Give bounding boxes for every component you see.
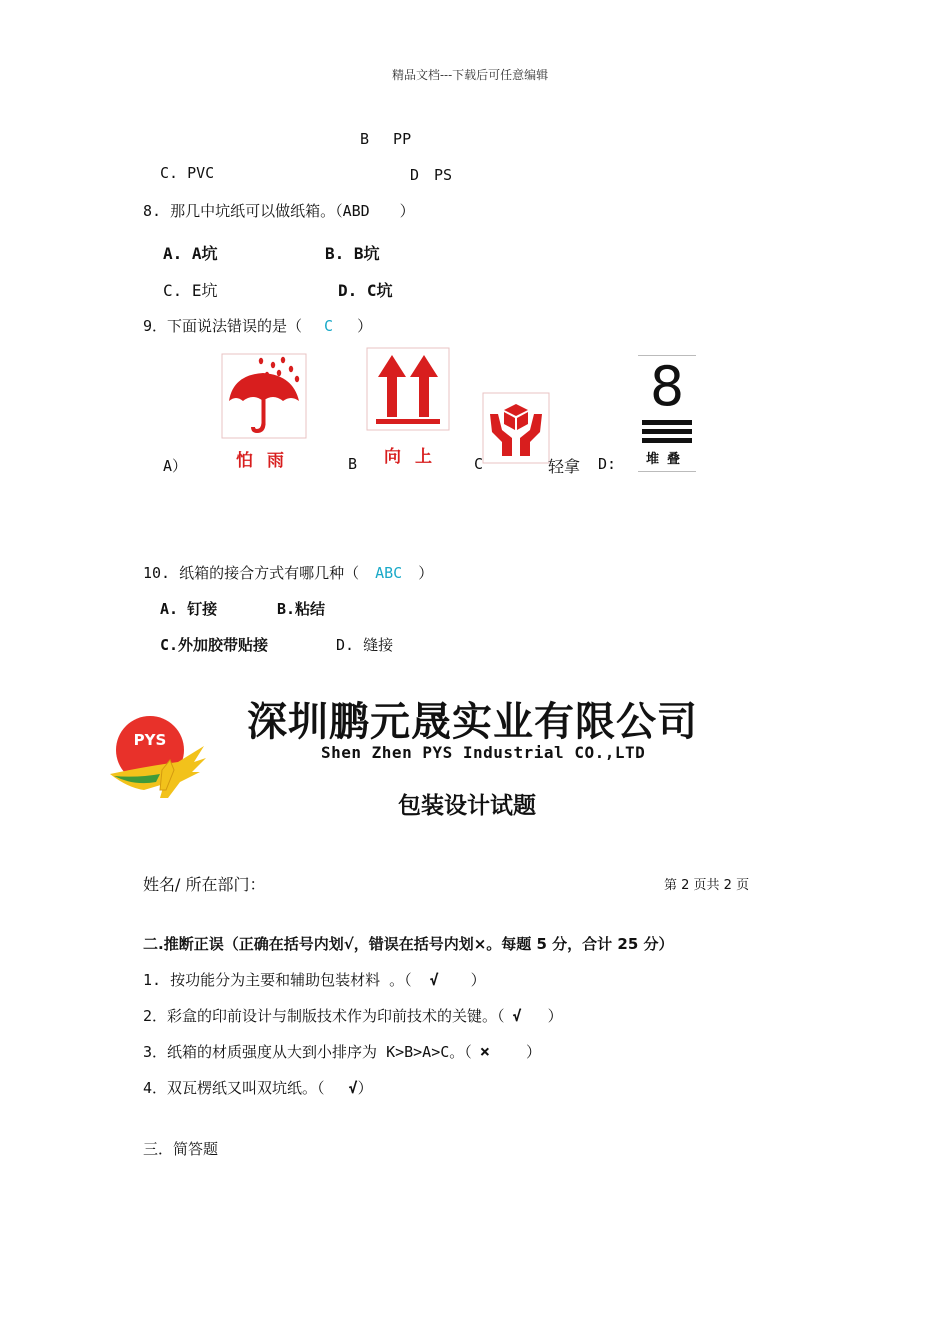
q7-option-b: B PP: [360, 130, 412, 148]
section2-title: 二.推断正误（正确在括号内划√，错误在括号内划×。每题 5 分，合计 25 分）: [143, 935, 674, 953]
q9-answer: C: [324, 317, 334, 335]
stack-bar-2: [642, 429, 692, 434]
item-3-close: ）: [526, 1043, 542, 1061]
section2-item-1: [143, 969, 486, 990]
pys-eagle-logo-icon: [108, 712, 208, 802]
header-note: 精品文档---下载后可任意编辑: [392, 68, 549, 82]
item-2-mark: √: [512, 1007, 522, 1025]
q9-label-c: C: [474, 455, 484, 473]
page-number: 第 2 页共 2 页: [664, 878, 750, 893]
q8-option-a: A. A坑: [163, 244, 218, 263]
up-arrows-icon: [366, 347, 450, 431]
q9-stem: [143, 315, 372, 336]
q8-option-c: C. E坑: [163, 281, 218, 300]
name-department-line: 姓名/ 所在部门：: [143, 875, 266, 894]
q10-option-c: C.外加胶带贴接: [160, 636, 269, 654]
q10-stem: [143, 562, 433, 583]
q10-stem-prefix: 10. 纸箱的接合方式有哪几种（: [143, 564, 360, 582]
stacking-limit-label: 堆叠: [646, 452, 689, 467]
section2-item-3: [143, 1041, 541, 1062]
keep-dry-label: 怕雨: [236, 451, 298, 471]
item-4-close: ）: [357, 1079, 373, 1097]
this-way-up-label: 向上: [384, 447, 446, 467]
item-2-close: ）: [547, 1007, 563, 1025]
keep-dry-symbol: [221, 353, 307, 471]
company-name-en: Shen Zhen PYS Industrial CO.,LTD: [321, 743, 646, 762]
item-1-text: 1. 按功能分为主要和辅助包装材料 。（: [143, 971, 412, 989]
item-4-text: 4．双瓦楞纸又叫双坑纸。（: [143, 1079, 325, 1097]
q8-option-d: D. C坑: [338, 281, 393, 300]
q9-label-d: D:: [598, 455, 617, 473]
hands-holding-box-icon: [482, 392, 550, 464]
section3-title: 三．简答题: [143, 1140, 219, 1158]
q7-option-c: C. PVC: [160, 164, 215, 182]
item-1-close: ）: [470, 971, 486, 989]
section2-item-4: [143, 1077, 373, 1098]
item-3-mark: ×: [479, 1042, 491, 1062]
stacking-limit-symbol: [638, 355, 696, 472]
company-logo: [108, 712, 208, 802]
stack-bar-3: [642, 438, 692, 443]
exam-title: 包装设计试题: [398, 793, 536, 819]
stacking-limit-number: 8: [649, 355, 685, 418]
this-way-up-symbol: [366, 347, 450, 465]
section2-item-2: [143, 1005, 563, 1026]
q9-label-b: B: [348, 455, 358, 473]
q9-stem-prefix: 9．下面说法错误的是（: [143, 317, 303, 335]
stack-bar-1: [642, 420, 692, 425]
q10-option-a: A. 钉接: [160, 600, 218, 618]
q8-option-b: B. B坑: [325, 244, 380, 263]
q7-option-d: D PS: [410, 166, 453, 184]
q9-label-a: A）: [163, 457, 188, 475]
item-4-mark: √: [348, 1079, 358, 1097]
item-1-mark: √: [429, 971, 439, 989]
q10-answer: ABC: [375, 564, 403, 582]
q10-option-b: B.粘结: [277, 600, 326, 618]
q10-option-d: D. 缝接: [336, 636, 394, 654]
q9-stem-suffix: ）: [357, 317, 373, 335]
q9-text-c: 轻拿: [548, 457, 581, 476]
q10-stem-suffix: ）: [418, 564, 434, 582]
item-3-text: 3．纸箱的材质强度从大到小排序为 K>B>A>C。（: [143, 1043, 472, 1061]
handle-with-care-symbol: [482, 392, 550, 464]
umbrella-icon: [221, 353, 307, 439]
item-2-text: 2．彩盒的印前设计与制版技术作为印前技术的关键。（: [143, 1007, 505, 1025]
company-name-cn: 深圳鹏元晟实业有限公司: [247, 699, 698, 745]
q8-stem: 8. 那几中坑纸可以做纸箱。（ABD ）: [143, 202, 415, 220]
logo-text: PYS: [133, 731, 167, 749]
